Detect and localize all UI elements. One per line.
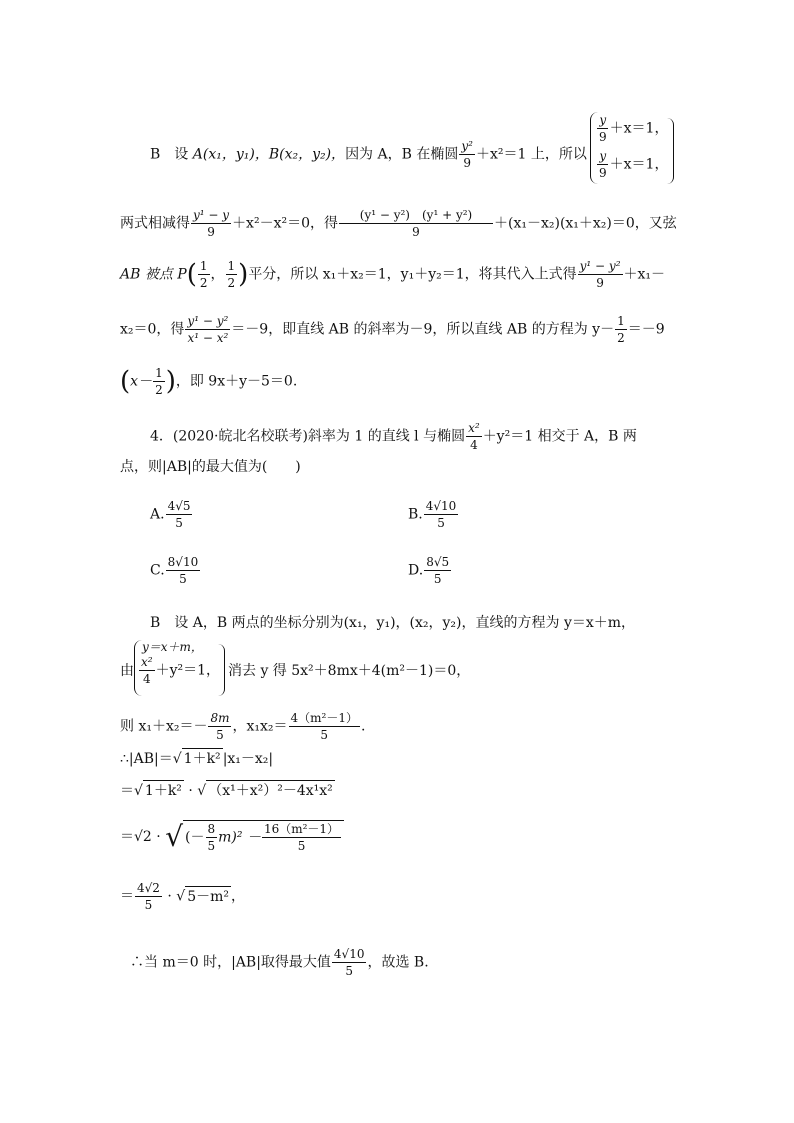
sol4-line-5: ＝√ 1＋k² · √ （x¹＋x²）²－4x¹x²	[120, 780, 335, 801]
l3-f-den: 9	[596, 276, 604, 290]
sol3-l4-a: x₂＝0，得	[120, 321, 185, 338]
sol4-l7-c: ，	[231, 888, 245, 905]
q4-l2: 点，则|AB|的最大值为( )	[120, 459, 301, 475]
q4-l1-b: ＋y²＝1 相交于 A，B 两	[482, 428, 637, 445]
l2-f2-den: 9	[412, 225, 420, 239]
slope-num: y¹ − y²	[187, 314, 229, 328]
slope-fraction	[185, 313, 230, 346]
p1-num: 1	[199, 259, 208, 273]
l2-f2-num: (y¹ − y²) (y¹ + y²)	[339, 207, 493, 224]
product-num: 4（m²－1）	[290, 711, 358, 725]
sol3-l5-a: x－	[130, 373, 153, 390]
sol3-system	[590, 112, 674, 184]
sol3-line-5	[120, 365, 297, 398]
sol4-l5-a: ＝	[120, 783, 134, 799]
half-num: 1	[617, 314, 625, 328]
product-fraction	[289, 710, 360, 743]
ellipse-den: 9	[463, 156, 471, 170]
sys1-tail: ＋x＝1，	[609, 120, 669, 137]
option-b-den: 5	[437, 516, 445, 530]
sol3-l2-b: ＋x²－x²＝0，得	[232, 215, 338, 232]
sol3-l5-b: ，即 9x＋y－5＝0.	[175, 373, 298, 390]
option-c-num: 8√10	[167, 555, 199, 569]
p-coord-2	[226, 258, 238, 291]
sol3-line-3: AB 被点 P( $\frac{1}{2}$ ， $\frac{1}{2}$ )平分，所以 x₁＋x₂＝1，y₁＋y₂＝1，将其代入上式得 $\frac{\text{y¹ − y²}}{9}$ ＋x₁－	[120, 259, 666, 290]
sum-num: 8m	[210, 711, 230, 725]
sol3-l1-a: B 设	[150, 146, 193, 163]
p2-den: 2	[227, 276, 236, 290]
l3-f-num: y¹ − y²	[579, 259, 621, 273]
sol3-l1-b: 因为 A，B 在椭圆	[345, 146, 459, 163]
sol4-line-7: ＝ $\frac{4√2}{5}$ · √ 5－m² ，	[120, 881, 245, 912]
paren-close-2: )	[165, 366, 176, 397]
half2-den: 2	[155, 383, 163, 397]
sol3-line-1	[150, 138, 587, 171]
sys2-den: 9	[599, 166, 607, 180]
sol4-l5-sqrt1: 1＋k²	[143, 780, 184, 801]
sum-den: 5	[216, 728, 224, 742]
slope-den: x¹ − x²	[187, 331, 229, 345]
sixteen-num: 16（m²－1）	[263, 822, 340, 836]
option-b-num: 4√10	[425, 499, 457, 513]
option-a-num: 4√5	[167, 499, 191, 513]
sol4-l5-dot: ·	[183, 783, 198, 799]
sys2-num: y	[599, 149, 607, 163]
sol4-sys-eq2	[138, 654, 220, 687]
max-value-fraction	[332, 946, 367, 979]
ellipse-num: y²	[461, 139, 473, 153]
sol3-l2-frac1	[191, 207, 231, 240]
sol3-l1-c: ＋x²＝1 上，所以	[475, 146, 587, 163]
option-c[interactable]	[150, 554, 201, 587]
sol4-l6-in2: m)² －	[218, 829, 261, 846]
q4-ellipse-den: 4	[470, 438, 478, 452]
sol4-l6-in1: (－	[185, 829, 205, 846]
sol3-l3-frac	[578, 258, 623, 291]
sol4-sys-after: 消去 y 得 5x²＋8mx＋4(m²－1)＝0，	[228, 663, 471, 679]
eight-fifths-num: 8	[207, 822, 216, 836]
option-a[interactable]	[150, 498, 193, 531]
sol4-line-8	[130, 946, 429, 979]
sol3-l2-a: 两式相减得	[120, 215, 190, 232]
q4-line-2	[120, 457, 301, 477]
q4-ellipse-num: x²	[468, 421, 480, 435]
option-b[interactable]	[408, 498, 459, 531]
sol4-l8-a: ∴当 m＝0 时，|AB|取得最大值	[130, 954, 331, 971]
paren-open-2: (	[120, 366, 131, 397]
option-a-fraction	[166, 498, 193, 531]
l2-f1-den: 9	[207, 225, 215, 239]
q4-ellipse-fraction	[466, 420, 482, 453]
sol3-l3-c: ＋x₁－	[623, 266, 666, 283]
q4-l1-a: 4．(2020·皖北名校联考)斜率为 1 的直线 l 与椭圆	[150, 428, 466, 445]
big-sqrt-sign: √	[165, 820, 184, 853]
sol4-l5-sqrt2: （x¹＋x²）²－4x¹x²	[206, 780, 335, 801]
option-c-den: 5	[179, 572, 187, 586]
option-b-label: B.	[408, 506, 423, 523]
sixteen-fraction	[262, 821, 341, 854]
four-root2-fraction	[135, 880, 162, 913]
sol3-line-2	[120, 207, 677, 240]
sol4-l3-b: ，x₁x₂＝	[232, 718, 288, 735]
sol4-l7-a: ＝	[120, 888, 134, 905]
sys1-den: 9	[599, 130, 607, 144]
sol4-line-1	[150, 613, 635, 633]
sol4-sys-pre: 由	[120, 663, 134, 679]
sol4-l4-b: |x₁－x₂|	[222, 751, 274, 767]
sol4-l1: B 设 A，B 两点的坐标分别为(x₁，y₁)，(x₂，y₂)，直线的方程为 y＝x＋m，	[150, 615, 636, 631]
sol4-l7-sqrt: 5－m²	[185, 886, 231, 907]
sol3-l4-c: ＝－9	[627, 321, 665, 338]
sol4-l7-b: ·	[162, 888, 177, 905]
max-value-num: 4√10	[333, 947, 365, 961]
option-d-fraction	[424, 554, 451, 587]
sol4-l4-a: ∴|AB|＝	[120, 751, 173, 767]
sixteen-den: 5	[297, 839, 306, 853]
option-d-den: 5	[433, 572, 442, 586]
sol4-line-4: ∴|AB|＝√ 1＋k² |x₁－x₂|	[120, 748, 273, 769]
sol4-system	[120, 638, 471, 700]
sol4-l3-c: .	[360, 718, 366, 735]
product-den: 5	[320, 728, 329, 742]
option-d-label: D.	[408, 562, 424, 579]
option-c-label: C.	[150, 562, 165, 579]
half2-num: 1	[155, 366, 163, 380]
sol4-sys-eq1: y＝x＋m，	[142, 640, 203, 654]
sol4-sys-den: 4	[142, 672, 151, 686]
ellipse-fraction	[459, 138, 475, 171]
eight-fifths-den: 5	[207, 839, 216, 853]
sol4-line-6	[120, 820, 344, 854]
four-root2-num: 4√2	[137, 881, 160, 895]
sol3-system-eq2	[596, 148, 668, 181]
option-c-fraction	[166, 554, 201, 587]
sol3-line-4	[120, 313, 665, 346]
sol4-line-3	[120, 710, 365, 743]
sol4-l3-a: 则 x₁＋x₂＝－	[120, 718, 208, 735]
half-den: 2	[617, 331, 625, 345]
sol4-l6-a: ＝√2 ·	[120, 829, 166, 845]
paren-open: (	[186, 259, 197, 290]
sol4-sys-tail: ＋y²＝1，	[155, 662, 221, 679]
sol4-sys-num: x²	[141, 655, 153, 669]
l2-f1-num: y¹ − y	[193, 208, 230, 222]
sol3-l1-pts: A(x₁，y₁)，B(x₂，y₂)，	[192, 146, 346, 163]
option-d-num: 8√5	[426, 555, 450, 569]
p1-den: 2	[199, 276, 208, 290]
sys1-num: y	[599, 113, 607, 127]
half-fraction	[615, 313, 627, 346]
sys2-tail: ＋x＝1，	[609, 156, 669, 173]
option-d[interactable]	[408, 554, 452, 587]
sol3-l2-frac2	[339, 207, 493, 240]
sol3-l2-c: ＋(x₁－x₂)(x₁＋x₂)＝0，又弦	[494, 215, 677, 232]
sol4-l8-b: ，故选 B.	[367, 954, 429, 971]
p2-num: 1	[227, 259, 236, 273]
max-value-den: 5	[345, 964, 354, 978]
sol4-l4-sqrt: 1＋k²	[182, 748, 223, 769]
sol4-l6-radicand	[183, 820, 344, 854]
four-root2-den: 5	[144, 898, 153, 912]
sol3-l3-b: 平分，所以 x₁＋x₂＝1，y₁＋y₂＝1，将其代入上式得	[248, 266, 577, 283]
option-b-fraction	[424, 498, 459, 531]
q4-line-1	[150, 420, 637, 453]
sum-fraction	[208, 710, 231, 743]
sol3-l3-a: AB 被点 P	[120, 266, 187, 283]
p-coord-1	[198, 258, 210, 291]
paren-close: )	[238, 259, 249, 290]
half-fraction-2	[153, 365, 165, 398]
option-a-label: A.	[150, 506, 165, 523]
sol3-l4-b: ＝－9，即直线 AB 的斜率为－9，所以直线 AB 的方程为 y－	[231, 321, 615, 338]
option-a-den: 5	[175, 516, 183, 530]
sol3-system-eq1	[596, 112, 668, 145]
eight-fifths	[206, 821, 218, 854]
